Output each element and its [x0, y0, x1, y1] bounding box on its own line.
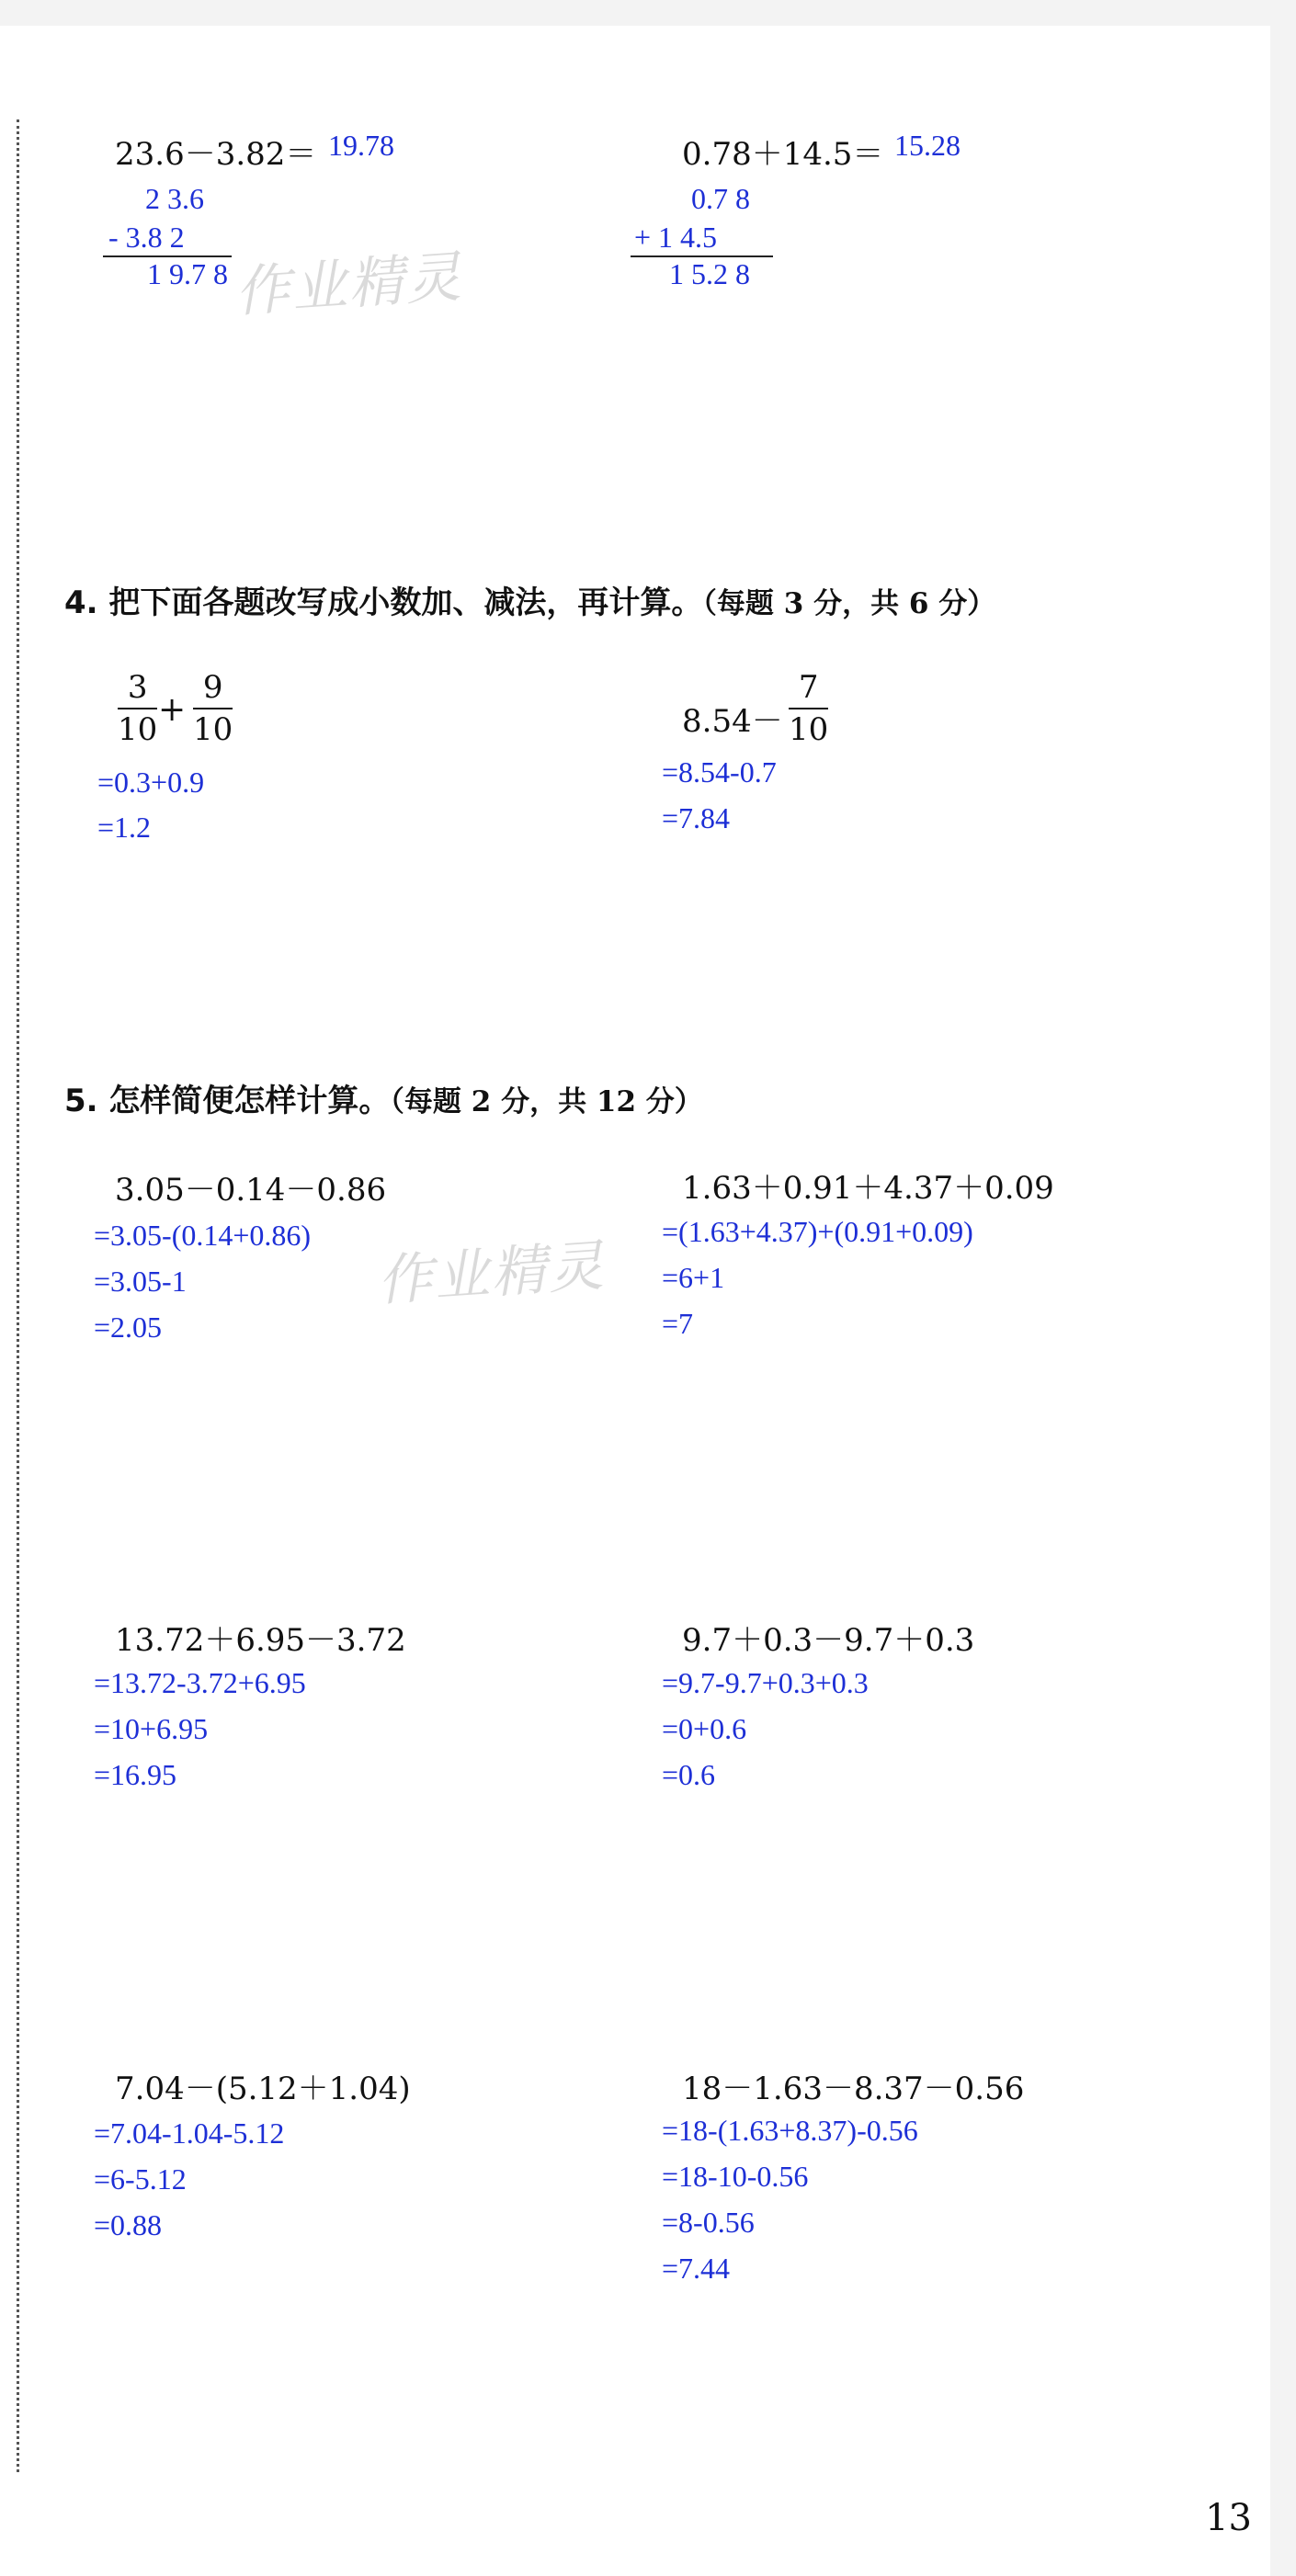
section5-problem-1-expression: 3.05－0.14－0.86: [115, 1172, 387, 1209]
section4-title: 把下面各题改写成小数加、减法，再计算。: [108, 584, 703, 621]
vertical-calc-right-row2: + 1 4.5: [634, 221, 718, 254]
vertical-calc-right-expression: 0.78＋14.5＝: [682, 136, 884, 173]
section5-points: （每题 2 分，共 12 分）: [390, 1085, 703, 1118]
section4-right-fraction-denominator: 10: [789, 711, 829, 748]
section4-left-fraction1-denominator: 10: [118, 711, 158, 748]
section5-problem-4-step-3: =0.6: [662, 1758, 716, 1791]
section4-left-fraction2: [193, 669, 233, 748]
section5-problem-2-step-3: =7: [662, 1307, 694, 1340]
section5-problem-4-expression: 9.7＋0.3－9.7＋0.3: [682, 1622, 975, 1659]
section5-heading: [64, 1075, 703, 1120]
section5-number: 5.: [64, 1083, 98, 1119]
section5-problem-5-expression: 7.04－(5.12＋1.04): [115, 2071, 411, 2107]
section5-title: 怎样简便怎样计算。: [108, 1083, 391, 1119]
section5-problem-6-step-1: =18-(1.63+8.37)-0.56: [662, 2114, 918, 2147]
section5-problem-3-step-2: =10+6.95: [94, 1712, 209, 1745]
section5-problem-1-step-1: =3.05-(0.14+0.86): [94, 1219, 312, 1252]
section4-left-operator: +: [158, 691, 187, 729]
section4-left-fraction2-denominator: 10: [193, 711, 233, 748]
vertical-calc-right-answer: 15.28: [894, 129, 961, 162]
section4-left-step-1: =0.3+0.9: [97, 766, 205, 799]
vertical-calc-left-row1: 2 3.6: [145, 182, 204, 215]
section5-problem-5-step-2: =6-5.12: [94, 2162, 187, 2196]
section5-problem-3-step-3: =16.95: [94, 1758, 177, 1791]
section5-problem-6-expression: 18－1.63－8.37－0.56: [682, 2071, 1025, 2107]
section4-left-fraction1-numerator: 3: [127, 669, 148, 706]
section5-problem-1-step-3: =2.05: [94, 1311, 163, 1344]
section5-problem-6-step-3: =8-0.56: [662, 2206, 755, 2239]
section4-right-step-1: =8.54-0.7: [662, 755, 777, 789]
section4-right-fraction: [789, 669, 828, 748]
vertical-calc-right-result: 1 5.2 8: [669, 257, 750, 290]
section4-right-fraction-numerator: 7: [798, 669, 819, 706]
worksheet-page: [0, 26, 1270, 2576]
vertical-calc-left-expression: 23.6－3.82＝: [115, 136, 317, 173]
watermark: 作业精灵: [233, 244, 465, 325]
section5-problem-4-step-2: =0+0.6: [662, 1712, 747, 1745]
section5-problem-4-step-1: =9.7-9.7+0.3+0.3: [662, 1666, 869, 1699]
vertical-calc-left-row2: - 3.8 2: [108, 221, 185, 254]
section5-problem-1-step-2: =3.05-1: [94, 1265, 187, 1298]
section5-problem-2-expression: 1.63＋0.91＋4.37＋0.09: [682, 1170, 1054, 1207]
section5-problem-2-step-2: =6+1: [662, 1261, 725, 1294]
section5-problem-5-step-1: =7.04-1.04-5.12: [94, 2116, 285, 2150]
vertical-calc-right-row1: 0.7 8: [691, 182, 750, 215]
section4-number: 4.: [64, 584, 98, 621]
section4-points: （每题 3 分，共 6 分）: [702, 587, 996, 620]
section4-left-step-2: =1.2: [97, 811, 152, 844]
section5-problem-6-step-4: =7.44: [662, 2252, 731, 2285]
binding-dotted-line: [17, 119, 19, 2472]
section4-right-step-2: =7.84: [662, 801, 731, 834]
section5-problem-6-step-2: =18-10-0.56: [662, 2160, 809, 2193]
section5-problem-3-expression: 13.72＋6.95－3.72: [115, 1622, 406, 1659]
section5-problem-2-step-1: =(1.63+4.37)+(0.91+0.09): [662, 1215, 973, 1248]
vertical-calc-left-result: 1 9.7 8: [147, 257, 228, 290]
section4-heading: [64, 577, 995, 622]
page-number: 13: [1205, 2497, 1252, 2539]
watermark-2: 作业精灵: [375, 1233, 608, 1314]
section4-left-fraction1: [118, 669, 157, 748]
vertical-calc-left-answer: 19.78: [328, 129, 394, 162]
section5-problem-3-step-1: =13.72-3.72+6.95: [94, 1666, 306, 1699]
section5-problem-5-step-3: =0.88: [94, 2208, 163, 2241]
section4-left-fraction2-numerator: 9: [202, 669, 223, 706]
section4-right-whole: 8.54－: [682, 703, 783, 740]
